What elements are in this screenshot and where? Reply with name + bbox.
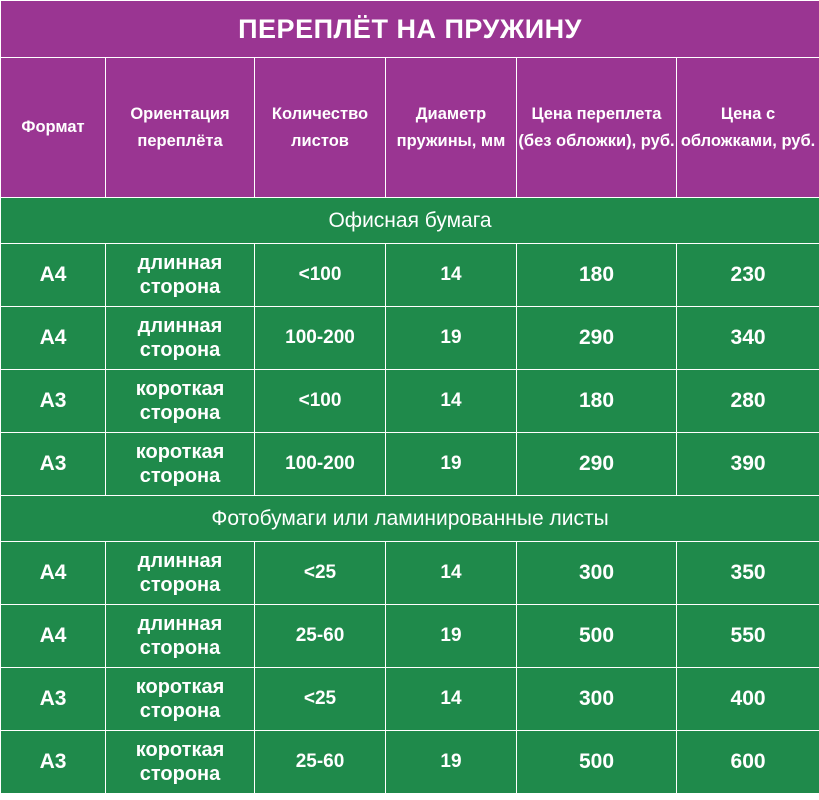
- section-title: Фотобумаги или ламинированные листы: [1, 496, 819, 542]
- cell-price-with-cover: 280: [677, 370, 819, 433]
- cell-price-with-cover: 400: [677, 668, 819, 731]
- cell-diameter: 19: [386, 605, 517, 668]
- cell-price: 500: [517, 605, 677, 668]
- cell-price-with-cover: 350: [677, 542, 819, 605]
- cell-orientation: длинная сторона: [106, 605, 255, 668]
- table-row: [1, 307, 819, 370]
- cell-price-with-cover: 390: [677, 433, 819, 496]
- cell-orientation: короткая сторона: [106, 433, 255, 496]
- table-row: [1, 668, 819, 731]
- cell-diameter: 19: [386, 307, 517, 370]
- cell-orientation: длинная сторона: [106, 244, 255, 307]
- cell-format: А3: [1, 731, 106, 794]
- cell-diameter: 14: [386, 370, 517, 433]
- cell-format: А4: [1, 605, 106, 668]
- cell-price: 290: [517, 307, 677, 370]
- cell-diameter: 14: [386, 542, 517, 605]
- header-diameter: Диаметр пружины, мм: [386, 58, 517, 198]
- cell-orientation: короткая сторона: [106, 668, 255, 731]
- table-row: [1, 244, 819, 307]
- title-row: [1, 1, 819, 58]
- cell-sheets: <100: [255, 370, 386, 433]
- cell-diameter: 14: [386, 668, 517, 731]
- cell-diameter: 19: [386, 433, 517, 496]
- section-title: Офисная бумага: [1, 198, 819, 244]
- section-row: [1, 496, 819, 542]
- cell-price: 300: [517, 668, 677, 731]
- table-title: ПЕРЕПЛЁТ НА ПРУЖИНУ: [1, 1, 819, 58]
- cell-diameter: 14: [386, 244, 517, 307]
- section-row: [1, 198, 819, 244]
- table-row: [1, 433, 819, 496]
- cell-format: А4: [1, 542, 106, 605]
- cell-orientation: длинная сторона: [106, 542, 255, 605]
- header-row: [1, 58, 819, 198]
- header-orientation: Ориентация переплёта: [106, 58, 255, 198]
- cell-sheets: 100-200: [255, 307, 386, 370]
- cell-format: А3: [1, 370, 106, 433]
- header-format: Формат: [1, 58, 106, 198]
- cell-price-with-cover: 600: [677, 731, 819, 794]
- cell-sheets: <100: [255, 244, 386, 307]
- table-row: [1, 542, 819, 605]
- cell-orientation: короткая сторона: [106, 731, 255, 794]
- cell-orientation: короткая сторона: [106, 370, 255, 433]
- cell-format: А4: [1, 307, 106, 370]
- cell-price: 500: [517, 731, 677, 794]
- cell-sheets: 100-200: [255, 433, 386, 496]
- cell-price-with-cover: 230: [677, 244, 819, 307]
- cell-format: А3: [1, 433, 106, 496]
- cell-price: 290: [517, 433, 677, 496]
- cell-orientation: длинная сторона: [106, 307, 255, 370]
- cell-format: А3: [1, 668, 106, 731]
- table-row: [1, 370, 819, 433]
- cell-price: 300: [517, 542, 677, 605]
- cell-sheets: <25: [255, 668, 386, 731]
- header-sheets: Количество листов: [255, 58, 386, 198]
- cell-sheets: <25: [255, 542, 386, 605]
- table-row: [1, 605, 819, 668]
- cell-sheets: 25-60: [255, 605, 386, 668]
- cell-sheets: 25-60: [255, 731, 386, 794]
- cell-price-with-cover: 550: [677, 605, 819, 668]
- cell-price-with-cover: 340: [677, 307, 819, 370]
- header-price-no-cover: Цена переплета (без обложки), руб.: [517, 58, 677, 198]
- cell-format: А4: [1, 244, 106, 307]
- table-row: [1, 731, 819, 794]
- cell-price: 180: [517, 244, 677, 307]
- cell-diameter: 19: [386, 731, 517, 794]
- header-price-with-cover: Цена с обложками, руб.: [677, 58, 819, 198]
- cell-price: 180: [517, 370, 677, 433]
